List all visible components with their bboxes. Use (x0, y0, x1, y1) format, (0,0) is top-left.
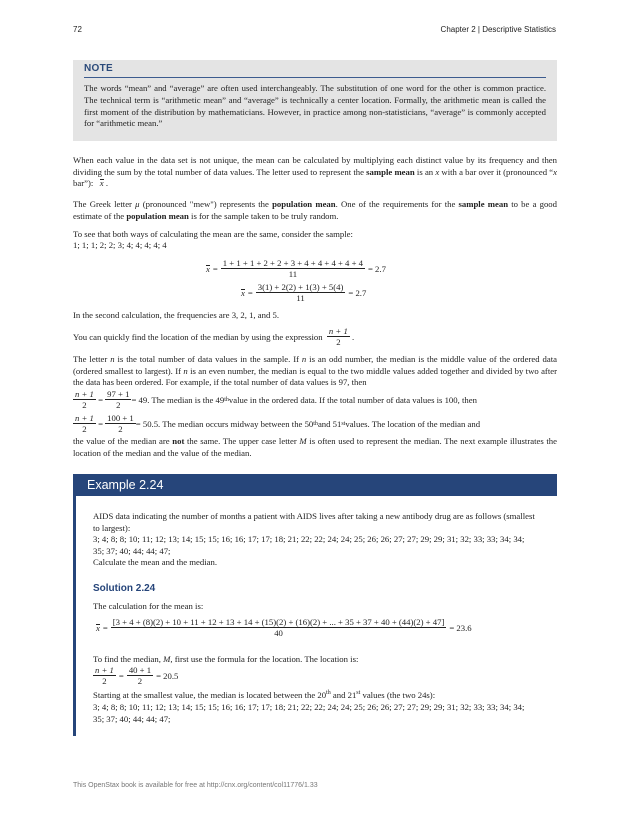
solution-title: Solution 2.24 (93, 583, 156, 594)
note-divider (84, 77, 546, 78)
equation-median-location: $\frac{n + 1}{2}$ = $\frac{40 + 1}{2}$ = 20.5 (95, 665, 179, 686)
paragraph-sample-mean: When each value in the data set is not unique, the mean can be calculated by multiplying each distinct value by its frequency and then dividing the sum by the total number of data values. The letter used to represent the sample mean is an x with a bar over it (pronounced “x bar”): x . (73, 155, 557, 189)
median-start-text: Starting at the smallest value, the median is located between the 20th and 21st values (the two 24s): (93, 690, 436, 700)
median-intro: To find the median, M, first use the formula for the location. The location is: (93, 654, 359, 664)
equation-mean-aids: x = [3 + 4 + (8)(2) + 10 + 11 + 12 + 13 + 14 + (15)(2) + (16)(2) + ... + 35 + 37 + 40 + (44)(2) + 47] 40 = 23.6 (96, 617, 472, 638)
note-title: NOTE (84, 63, 113, 74)
equation-mean-frequency: x = $\frac{3(1) + 2(2) + 1(3) + 5(4)}{11}$ = 2.7 (241, 282, 367, 303)
median-example-100: $\frac{n + 1}{2}$ = $\frac{100 + 1}{2}$ = 50.5. The median occurs midway between the 50 th and 51 st values. The location of the median and (75, 413, 481, 434)
example-header: Example 2.24 (73, 474, 557, 496)
sample-data: 1; 1; 1; 2; 2; 3; 4; 4; 4; 4; 4 (73, 240, 167, 250)
example-task: Calculate the mean and the median. (93, 557, 217, 567)
example-side-bar (73, 496, 76, 736)
page-number: 72 (73, 25, 82, 34)
paragraph-median-value: the value of the median are not the same. The upper case letter M is often used to represent the median. The next example illustrates the location of the median and the value of the median. (73, 436, 557, 458)
paragraph-median-location: You can quickly find the location of the median by using the expression $\frac{n + 1}{2}$ . (73, 326, 355, 347)
running-head: Chapter 2 | Descriptive Statistics (440, 25, 556, 34)
example-intro: AIDS data indicating the number of months a patient with AIDS lives after taking a new antibody drug are as follows (smallest to largest): (93, 511, 535, 533)
x-bar-symbol: x (99, 178, 104, 189)
solution-intro: The calculation for the mean is: (93, 601, 204, 611)
paragraph-frequencies: In the second calculation, the frequencies are 3, 2, 1, and 5. (73, 310, 280, 320)
paragraph-population-mean: The Greek letter μ (pronounced "mew") represents the population mean. One of the requirements for the sample mean to be a good estimate of the population mean is for the sample taken to be truly random. (73, 199, 557, 221)
paragraph-median-explanation: The letter n is the total number of data values in the sample. If n is an odd number, the median is the middle value of the ordered data (ordered smallest to largest). If n is an even number, the median is equal to the two middle values added together and divided by two after the data has been ordered. For example, if the total number of data values is 97, then (73, 354, 557, 388)
example-data: 3; 4; 8; 8; 10; 11; 12; 13; 14; 15; 15; 16; 16; 17; 17; 18; 21; 22; 22; 24; 24; 25; 26; 26; 27; 27; 29; 29; 31; 32; 33; 33; 34; 34; 35; 37; 40; 44; 44; 47; (93, 534, 525, 556)
equation-mean-sum: x = $\frac{1 + 1 + 1 + 2 + 2 + 3 + 4 + 4 + 4 + 4 + 4}{11}$ = 2.7 (206, 258, 386, 279)
footer-text: This OpenStax book is available for free at http://cnx.org/content/col11776/1.33 (73, 782, 318, 789)
paragraph-consider-sample: To see that both ways of calculating the mean are the same, consider the sample: (73, 229, 353, 239)
note-text: The words “mean” and “average” are often used interchangeably. The substitution of one word for the other is common practice. The technical term is “arithmetic mean” and “average” is technically a center location. Formally, the arithmetic mean is called the first moment of the distribution by mathematicians. However, in practice among non-statisticians, “average” is commonly accepted for “arithmetic mean.” (84, 83, 546, 129)
note-box (73, 60, 557, 141)
median-example-97: $\frac{n + 1}{2}$ = $\frac{97 + 1}{2}$ = 49. The median is the 49 th value in the ordered data. If the total number of data values is 100, then (75, 389, 477, 410)
example-data-repeat: 3; 4; 8; 8; 10; 11; 12; 13; 14; 15; 15; 16; 16; 17; 17; 18; 21; 22; 22; 24; 24; 25; 26; 26; 27; 27; 29; 29; 31; 32; 33; 33; 34; 34; 35; 37; 40; 44; 44; 47; (93, 702, 525, 724)
